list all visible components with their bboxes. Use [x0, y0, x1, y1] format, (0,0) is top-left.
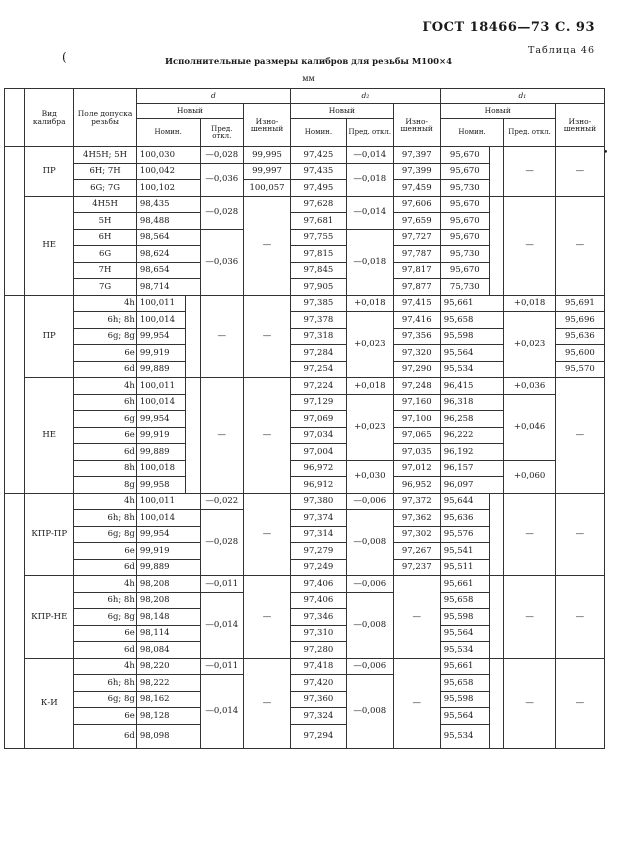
table-row: НЕ 4h 100,011 — — 97,224 +0,018 97,248 96,415 +0,036 — — [5, 378, 605, 395]
table-row: 6g 99,954 97,069 97,100 96,258 — [5, 411, 605, 428]
table-row: 6h; 8h 100,014 97,378 +0,023 97,416 95,658 +0,023 95,696 — [5, 312, 605, 329]
table-row: 8g 99,958 96,912 96,952 96,097 — [5, 477, 605, 494]
table-row: 6H; 7H 100,042 —0,036 99,997 97,435 —0,018 97,399 95,670 — [5, 163, 605, 180]
group-plugs — [5, 147, 25, 296]
group-control — [5, 493, 25, 748]
header-nom-d1: Номин. — [440, 119, 504, 147]
kind-ne-ring: НЕ — [25, 378, 74, 494]
table-row: 6d 99,889 97,249 97,237 95,511 — [5, 559, 605, 576]
table-row: 6d 99,889 97,254 97,290 95,534 95,570 — [5, 361, 605, 378]
header-nom-d2: Номин. — [290, 119, 346, 147]
calibers-table — [4, 88, 605, 749]
table-row: 6h; 8h 98,208 —0,014 97,406 —0,008 95,658 — [5, 592, 605, 609]
table-row: 7H 98,654 97,845 97,817 95,670 — [5, 262, 605, 279]
table-row: 6h; 8h 100,014 —0,028 97,374 —0,008 97,362 95,636 — [5, 510, 605, 527]
table-row: К-И 4h 98,220 —0,011 — 97,418 —0,006 — 95,661 — — — [5, 658, 605, 675]
table-row: 6H 98,564 —0,036 97,755 —0,018 97,727 95,670 — [5, 229, 605, 246]
table-row: 6e 99,919 97,279 97,267 95,541 — [5, 543, 605, 560]
header-worn-d: Изно-шенный — [244, 104, 291, 147]
page-header: ГОСТ 18466—73 С. 93 — [422, 20, 595, 35]
table-row: ПР 4h 100,011 — — 97,385 +0,018 97,415 95,661 +0,018 95,691 — [5, 295, 605, 312]
table-row: КПР-ПР 4h 100,011 —0,022 — 97,380 —0,006 97,372 95,644 — — — [5, 493, 605, 510]
header-d: d — [136, 89, 290, 104]
table-row: КПР-НЕ 4h 98,208 —0,011 — 97,406 —0,006 — 95,661 — — — [5, 576, 605, 593]
kind-pr-ring: ПР — [25, 295, 74, 378]
table-number: Таблица 46 — [528, 45, 595, 56]
kind-kpr-ne: КПР-НЕ — [25, 576, 74, 659]
table-row: 6d 99,889 97,004 97,035 96,192 — [5, 444, 605, 461]
table-row: 7G 98,714 97,905 97,877 75,730 — [5, 279, 605, 296]
table-row: 6g; 8g 98,148 97,346 95,598 — [5, 609, 605, 626]
kind-ki: К-И — [25, 658, 74, 748]
header-new-d: Новый — [136, 104, 243, 119]
header-d1: d₁ — [440, 89, 604, 104]
table-header — [5, 89, 605, 147]
header-name — [5, 89, 25, 147]
table-row: 6G 98,624 97,815 97,787 95,730 — [5, 246, 605, 263]
header-new-d1: Новый — [440, 104, 555, 119]
table-body — [5, 147, 605, 749]
kind-kpr-pr: КПР-ПР — [25, 493, 74, 576]
header-dev-d: Пред. откл. — [200, 119, 244, 147]
header-nom-d: Номин. — [136, 119, 200, 147]
header-new-d2: Новый — [290, 104, 393, 119]
table-title: Исполнительные размеры калибров для резьбы M100×4 — [164, 57, 453, 67]
table-row: НЕ 4H5H 98,435 —0,028 — 97,628 —0,014 97,606 95,670 — — — [5, 196, 605, 213]
table-row: 6e 99,919 97,284 97,320 95,564 95,600 — [5, 345, 605, 362]
table-row: 6G; 7G 100,102 100,057 97,495 97,459 95,730 — [5, 180, 605, 197]
header-dev-d1: Пред. откл. — [504, 119, 555, 147]
table-row: 6h; 8h 98,222 —0,014 97,420 —0,008 95,658 — [5, 675, 605, 692]
table-row: 6d 98,098 97,294 95,534 — [5, 724, 605, 748]
table-row: 6g; 8g 98,162 97,360 95,598 — [5, 691, 605, 708]
header-worn-d2: Изно-шенный — [393, 104, 440, 147]
table-row: 6g; 8g 99,954 97,314 97,302 95,576 — [5, 526, 605, 543]
header-tolerance: Поле допуска резьбы — [74, 89, 137, 147]
margin-mark: ( — [62, 50, 67, 64]
group-rings — [5, 295, 25, 493]
table-row: 6g; 8g 99,954 97,318 97,356 95,598 95,636 — [5, 328, 605, 345]
kind-ne: НЕ — [25, 196, 74, 295]
unit-label: мм — [302, 74, 315, 83]
table-row: 6e 98,128 97,324 95,564 — [5, 708, 605, 725]
table-row: 8h 100,018 96,972 +0,030 97,012 96,157 +0,060 — [5, 460, 605, 477]
kind-pr: ПР — [25, 147, 74, 197]
table-row: ПР 4H5H; 5H 100,030 —0,028 99,995 97,425 —0,014 97,397 95,670 — — — [5, 147, 605, 164]
header-d2: d₂ — [290, 89, 440, 104]
header-worn-d1: Изно-шенный — [555, 104, 604, 147]
table-row: 6e 99,919 97,034 97,065 96,222 — [5, 427, 605, 444]
header-dev-d2: Пред. откл. — [346, 119, 393, 147]
table-row: 6e 98,114 97,310 95,564 — [5, 625, 605, 642]
table-row: 6h 100,014 97,129 +0,023 97,160 96,318 +0,046 — [5, 394, 605, 411]
margin-dot: • — [603, 148, 609, 158]
table-row: 6d 98,084 97,280 95,534 — [5, 642, 605, 659]
table-row: 5H 98,488 97,681 97,659 95,670 — [5, 213, 605, 230]
header-kind: Вид калибра — [25, 89, 74, 147]
